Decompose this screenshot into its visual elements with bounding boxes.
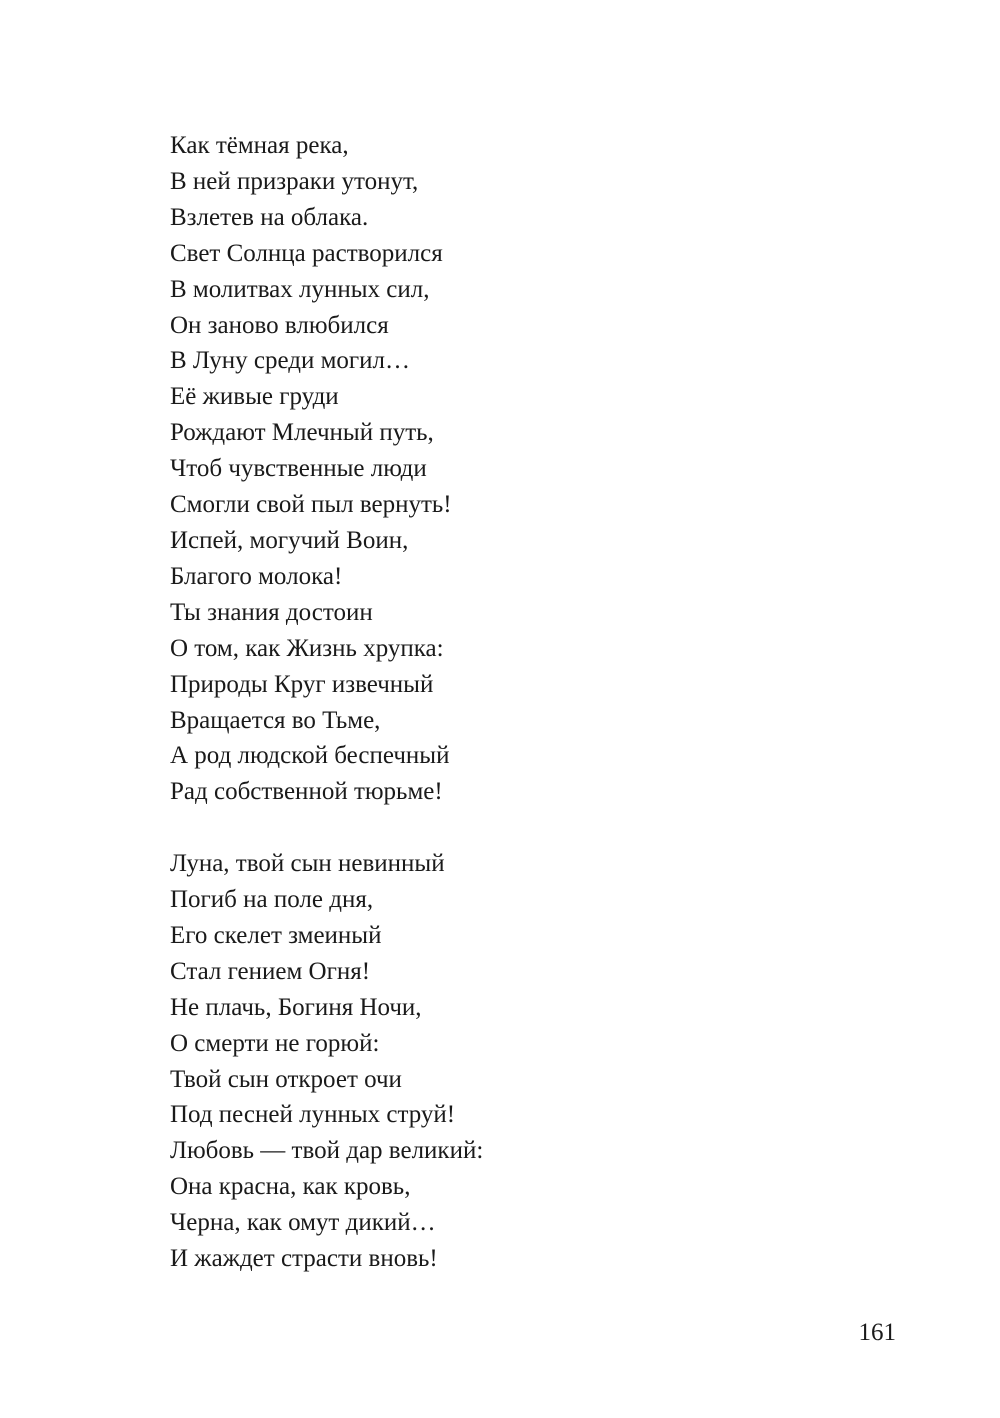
poem-line: Взлетев на облака. <box>170 203 369 231</box>
poem-line: Он заново влюбился <box>170 311 389 339</box>
poem-line: Её живые груди <box>170 383 339 411</box>
poem-line: Свет Солнца растворился <box>170 239 443 267</box>
poem-line: Твой сын откроет очи <box>170 1065 402 1093</box>
poem-line: Ты знания достоин <box>170 598 373 626</box>
poem-line: Она красна, как кровь, <box>170 1173 411 1201</box>
poem-line: Не плачь, Богиня Ночи, <box>170 993 422 1021</box>
poem-line: О смерти не горюй: <box>170 1029 380 1057</box>
page-number: 161 <box>858 1319 896 1346</box>
poem-line: О том, как Жизнь хрупка: <box>170 634 444 662</box>
poem-line: Стал гением Огня! <box>170 957 371 985</box>
poem-line: Его скелет змеиный <box>170 921 382 949</box>
stanza-2 <box>170 846 483 1277</box>
poem-line: Природы Круг извечный <box>170 670 434 698</box>
poem-line: В молитвах лунных сил, <box>170 275 430 303</box>
poem-line: Как тёмная река, <box>170 132 349 159</box>
poem-line: Вращается во Тьме, <box>170 706 381 734</box>
poem-line: В Луну среди могил… <box>170 347 411 375</box>
poem-line: И жаждет страсти вновь! <box>170 1245 438 1273</box>
poem-line: Черна, как омут дикий… <box>170 1209 436 1237</box>
poem-line: А род людской беспечный <box>170 742 450 770</box>
poem <box>170 128 483 1277</box>
poem-line: Испей, могучий Воин, <box>170 526 409 554</box>
poem-line: Чтоб чувственные люди <box>170 455 427 483</box>
poem-line: Рождают Млечный путь, <box>170 419 434 447</box>
poem-line: Благого молока! <box>170 562 343 590</box>
poem-line: Погиб на поле дня, <box>170 886 374 914</box>
poem-line: В ней призраки утонут, <box>170 167 419 195</box>
poem-line: Любовь — твой дар великий: <box>170 1137 484 1165</box>
poem-line: Луна, твой сын невинный <box>170 850 445 878</box>
poem-line: Рад собственной тюрьме! <box>170 778 443 806</box>
poem-line: Под песней лунных струй! <box>170 1101 456 1129</box>
poem-line: Смогли свой пыл вернуть! <box>170 491 452 519</box>
stanza-1 <box>170 128 483 810</box>
